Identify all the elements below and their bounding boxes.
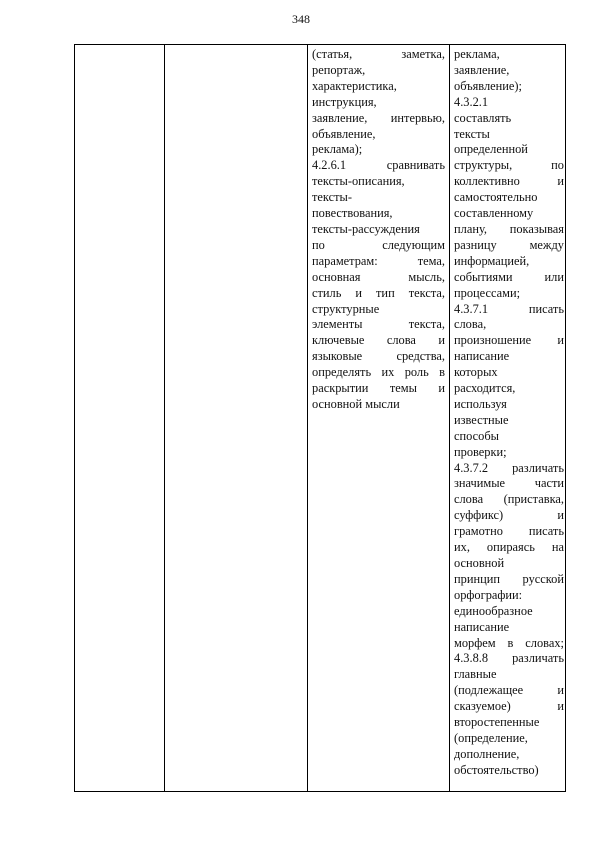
text-line: процессами; [454, 285, 521, 300]
text-line: параметрам: тема, [312, 253, 445, 268]
text-line: суффикс) и [454, 508, 564, 523]
text-line: определенной [454, 142, 528, 157]
text-line: 4.3.7.2 различать [454, 460, 564, 475]
text-line: заявление, интервью, [312, 110, 445, 125]
text-line: принцип русской [454, 571, 564, 586]
text-line: второстепенные [454, 715, 540, 730]
text-line: составлять [454, 110, 512, 125]
text-line: разницу между [454, 237, 564, 252]
text-line: структурные [312, 301, 380, 316]
column-3-text [312, 47, 445, 413]
text-line: повествования, [312, 206, 393, 221]
text-line: слова (приставка, [454, 492, 564, 507]
text-line: грамотно писать [454, 524, 564, 539]
standards-table [74, 44, 566, 792]
text-line: 4.3.2.1 [454, 94, 489, 109]
text-line: ключевые слова и [312, 333, 445, 348]
text-line: морфем в словах; [454, 635, 564, 650]
text-line: реклама, [454, 47, 500, 61]
text-line: дополнение, [454, 746, 520, 761]
text-line: 4.3.8.8 различать [454, 651, 564, 666]
text-line: по следующим [312, 237, 445, 252]
text-line: самостоятельно [454, 190, 538, 205]
text-line: раскрытии темы и [312, 381, 445, 396]
text-line: орфографии: [454, 587, 523, 602]
text-line: коллективно и [454, 174, 564, 189]
text-line: информацией, [454, 253, 530, 268]
text-line: реклама); [312, 142, 363, 157]
table-cell-column-3 [308, 45, 450, 791]
text-line: (подлежащее и [454, 683, 564, 698]
text-line: характеристика, [312, 78, 397, 93]
text-line: стиль и тип текста, [312, 285, 445, 300]
text-line: основной мысли [312, 396, 400, 411]
text-line: слова, [454, 317, 487, 332]
text-line: (статья, заметка, [312, 47, 445, 61]
text-line: их, опираясь на [454, 540, 564, 555]
text-line: инструкция, [312, 94, 377, 109]
text-line: проверки; [454, 444, 507, 459]
text-line: основной [454, 556, 505, 570]
column-4-text [454, 47, 564, 779]
text-line: (определение, [454, 730, 528, 745]
text-line: единообразное [454, 603, 533, 618]
text-line: значимые части [454, 476, 564, 491]
table-cell-column-2 [165, 45, 308, 791]
text-line: сказуемое) и [454, 699, 564, 714]
text-line: составленному [454, 206, 534, 221]
text-line: написание [454, 619, 510, 634]
text-line: главные [454, 667, 497, 682]
text-line: 4.3.7.1 писать [454, 301, 564, 316]
text-line: написание [454, 349, 510, 364]
text-line: событиями или [454, 269, 564, 284]
text-line: тексты-описания, [312, 174, 405, 189]
text-line: структуры, по [454, 158, 564, 173]
page-number: 348 [292, 12, 310, 26]
table-cell-column-4 [450, 45, 567, 791]
text-line: языковые средства, [312, 349, 445, 364]
text-line: определять их роль в [312, 365, 445, 380]
text-line: объявление, [312, 126, 376, 141]
text-line: тексты- [312, 190, 352, 205]
text-line: заявление, [454, 62, 510, 77]
text-line: основная мысль, [312, 269, 445, 284]
text-line: 4.2.6.1 сравнивать [312, 158, 445, 173]
text-line: способы [454, 428, 499, 443]
text-line: тексты-рассуждения [312, 221, 420, 236]
text-line: расходится, [454, 381, 516, 396]
text-line: плану, показывая [454, 221, 564, 236]
text-line: тексты [454, 126, 490, 141]
text-line: известные [454, 412, 509, 427]
text-line: объявление); [454, 78, 522, 93]
text-line: произношение и [454, 333, 564, 348]
table-cell-column-1 [75, 45, 165, 791]
text-line: которых [454, 365, 498, 380]
text-line: элементы текста, [312, 317, 445, 332]
text-line: используя [454, 396, 507, 411]
text-line: обстоятельство) [454, 762, 539, 777]
text-line: репортаж, [312, 62, 366, 77]
